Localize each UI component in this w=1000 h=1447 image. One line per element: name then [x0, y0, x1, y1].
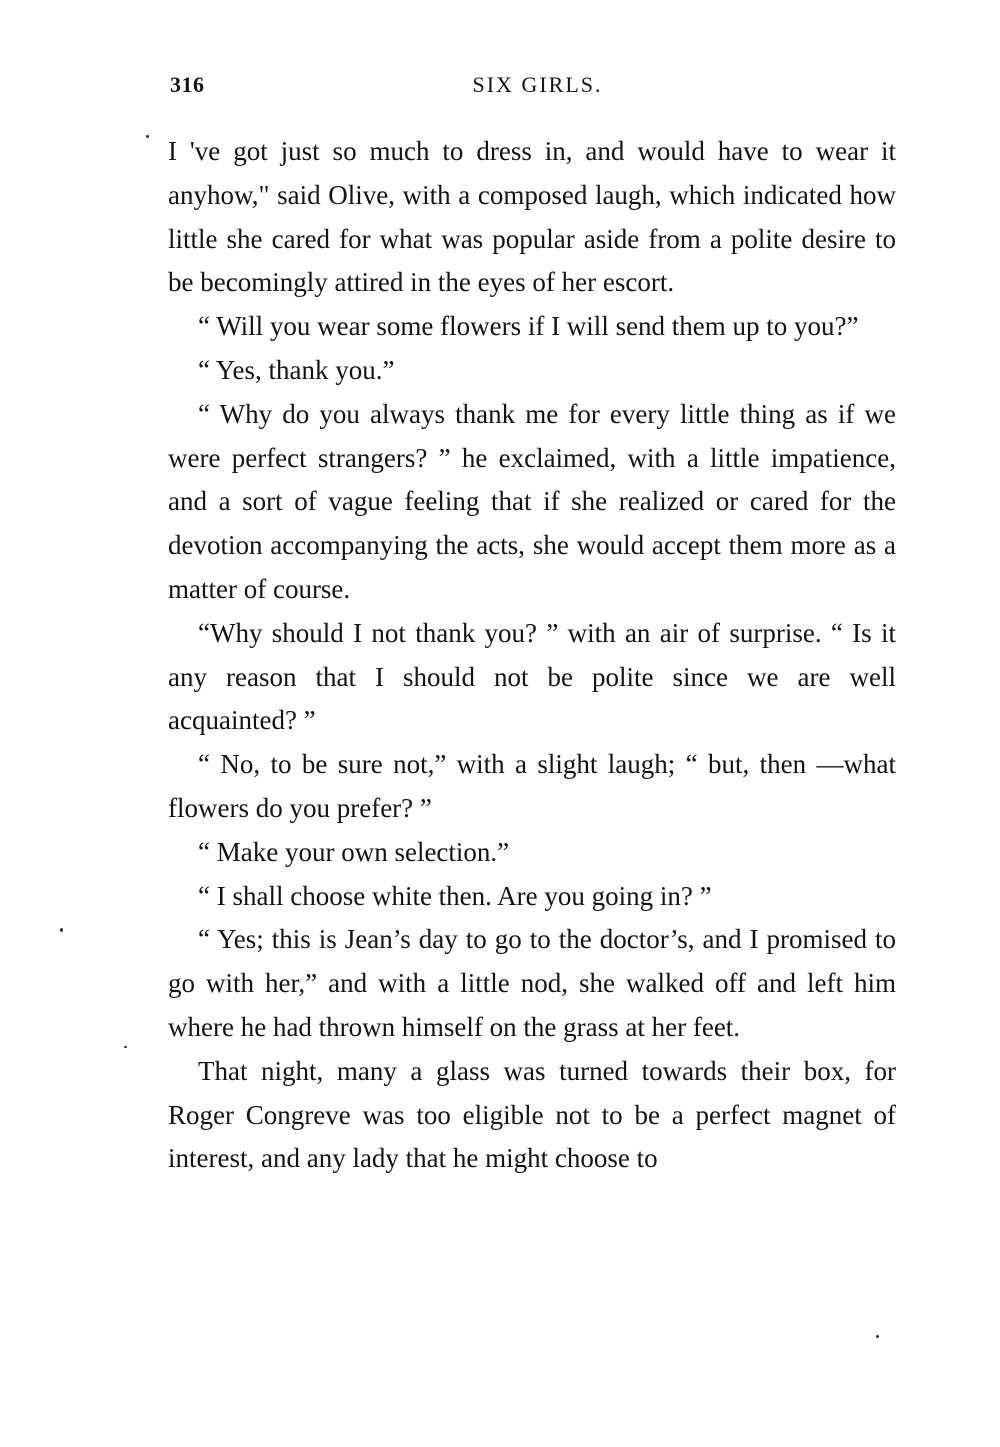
scan-speck — [146, 135, 149, 138]
scan-speck — [876, 1335, 879, 1338]
body-text — [168, 130, 896, 1181]
page-header — [170, 72, 895, 102]
paragraph-no-to-be-sure: “ No, to be sure not,” with a slight laugh; “ but, then —what flowers do you prefer? ” — [168, 749, 896, 823]
page-number: 316 — [170, 72, 205, 97]
paragraph-flowers-question: “ Will you wear some flowers if I will send them up to you?” — [198, 311, 859, 342]
paragraph-yes-thank-you: “ Yes, thank you.” — [198, 354, 395, 385]
paragraph-make-selection: “ Make your own selection.” — [198, 836, 510, 867]
paragraph-continued: I 've got just so much to dress in, and would have to wear it anyhow," said Olive, with a composed laugh, which indicated how little she cared for what was popular aside from a polite desire to be becomingly attired in the eyes of her escort. — [168, 136, 896, 298]
paragraph-that-night: That night, many a glass was turned towards their box, for Roger Congreve was too eligible not to be a perfect magnet of interest, and any lady that he might choose to — [168, 1055, 896, 1174]
paragraph-why-should-i-not: “Why should I not thank you? ” with an air of surprise. “ Is it any reason that I should not be polite since we are well acquainted? ” — [168, 617, 896, 736]
scan-speck — [60, 928, 63, 932]
scan-speck — [124, 1046, 127, 1048]
running-title: SIX GIRLS. — [472, 72, 603, 97]
paragraph-choose-white: “ I shall choose white then. Are you going in? ” — [198, 880, 712, 911]
paragraph-why-thank: “ Why do you always thank me for every little thing as if we were perfect strangers? ” he exclaimed, with a little impatience, and a sort of vague feeling that if she realized or cared for the devotion accompanying the acts, she would accept them more as a matter of course. — [168, 398, 896, 604]
paragraph-jeans-day: “ Yes; this is Jean’s day to go to the doctor’s, and I promised to go with her,” and with a little nod, she walked off and left him where he had thrown himself on the grass at her feet. — [168, 924, 896, 1042]
